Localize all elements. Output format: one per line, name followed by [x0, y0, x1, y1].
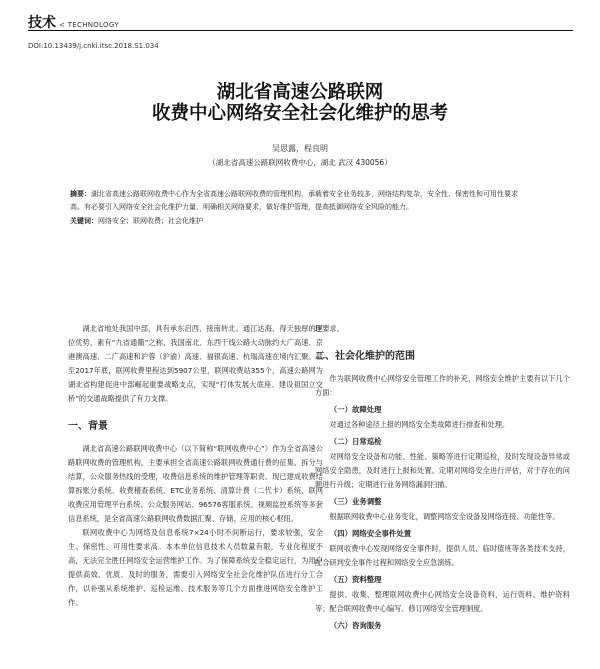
- background-paragraph-1: 湖北省高速公路联网收费中心（以下简称“联网收费中心”）作为全省高速公路联网收费的管理机构，主要承担全省高速公路联网收费通行费的征集、拆分与结算，公众服务热线的受理，收费信息系统的维护管理等职责。现已建成收费结算拆账分系统、收费稽查系统、ETC业务系统、清算计费（二代卡）系统、联网收费应用管理平台系统、公众服务网站、96576客服系统、视频监控系统等多套信息系统，是全省高速公路联网收费数据汇聚、存储、应用的核心枢纽。: [68, 444, 323, 523]
- doi: DOI:10.13439/j.cnki.itsc.2018.S1.034: [28, 42, 159, 50]
- abstract-text: 湖北省高速公路联网收费中心作为全省高速公路联网收费的管理机构，承载着安全业务较多，网络结构复杂，安全性、保密性和可用性要求高。有必要引入网络安全社会化维护力量，明确相关网络要求，做好维护管理，提高抵御网络安全风险的能力。: [70, 190, 518, 211]
- paragraph-incident: 联网收费中心发现网络安全事件时，提供人员、临时值班等各类技术支持，配合研判安全事件过程和网络安全应急演练。: [315, 544, 570, 567]
- affiliation: （湖北省高速公路联网收费中心，湖北 武汉 430056）: [208, 158, 392, 167]
- background-paragraph-2: 联网收费中心为网络及信息系统7×24小时不间断运行，要求较强，安全生、保密性、可用性要求高。本本单位信息技术人员数量有限，专业化程度不高，无法完全胜任网络安全运营维护工作。为了保障系统安全稳定运行，为用户提供高效、优质、及时的服务，需要引入网络安全社会化维护队伍进行分工合作，以补强从系统维护、巡检运维、技术服务等几个方面推进网络安全维护工作。: [68, 528, 323, 607]
- intro-paragraph: 湖北省地处我国中部，具有承东启西、接南转北、通江达海、得天独厚的区位优势，素有“九省通衢”之称，我国南北、东西干线公路大动脉约大广高速、京港澳高速、二广高速和沪蓉（沪渝）高速、福银高速、杭瑞高速在境内汇聚。截至2017年底，联网收费里程达到5907公里，联网收费站355个，高速公路网为湖北省构建促进中部崛起重要战略支点，实现“打体发展大底座、建设祖国立交桥”的交通战略提供了有力支撑。: [68, 324, 323, 403]
- continued-text: 理要求。: [315, 324, 344, 333]
- subheading-inspection: （二）日常巡检: [329, 437, 382, 446]
- keywords-text: 网络安全；联网收费；社会化维护: [98, 217, 203, 225]
- subheading-incident: （四）网络安全事件处置: [329, 529, 412, 538]
- journal-header: [28, 12, 573, 31]
- subheading-docs: （五）资料整理: [329, 575, 382, 584]
- paragraph-docs: 提供、收集、整理联网收费中心网络安全设备资料，运行资料、维护资料等；配合联网收费中心编写、修订网络安全管理制度。: [315, 590, 570, 613]
- authors: 吴思露，程良明: [272, 144, 328, 153]
- paragraph-inspection: 对网络安全设备和功能、性能、策略等进行定期巡检，及时发现设备异常或网络安全隐患，及时进行上报和处置。定期对网络安全进行评估，对于存在的问题进行升级；定期进行业务网络漏洞扫描。: [315, 452, 570, 489]
- subheading-business: （三）业务调整: [329, 497, 382, 506]
- paragraph-fault: 对通过各种途径上报的网络安全类故障进行排查和处理。: [329, 420, 510, 429]
- left-column: [68, 322, 323, 610]
- right-column: [315, 322, 570, 634]
- scope-intro: 作为联网收费中心网络安全管理工作的补充，网络安全维护主要有以下几个方面：: [315, 374, 570, 397]
- journal-name: 技术: [28, 15, 56, 31]
- subheading-consulting: （六）咨询服务: [329, 621, 382, 630]
- abstract: [70, 188, 530, 214]
- keywords-label: 关键词：: [70, 217, 98, 225]
- keywords: [70, 216, 530, 226]
- section-heading-scope: 二、社会化维护的范围: [315, 351, 415, 362]
- title-line-1: 湖北省高速公路联网: [216, 82, 384, 103]
- journal-section: < TECHNOLOGY: [59, 21, 119, 29]
- subheading-fault: （一）故障处理: [329, 405, 382, 414]
- paragraph-business: 根据联网收费中心业务变化，调整网络安全设备及网络连接、功能性等。: [329, 512, 560, 521]
- abstract-label: 摘要：: [70, 190, 91, 198]
- section-heading-background: 一、背景: [68, 421, 108, 432]
- title-line-2: 收费中心网络安全社会化维护的思考: [151, 103, 448, 124]
